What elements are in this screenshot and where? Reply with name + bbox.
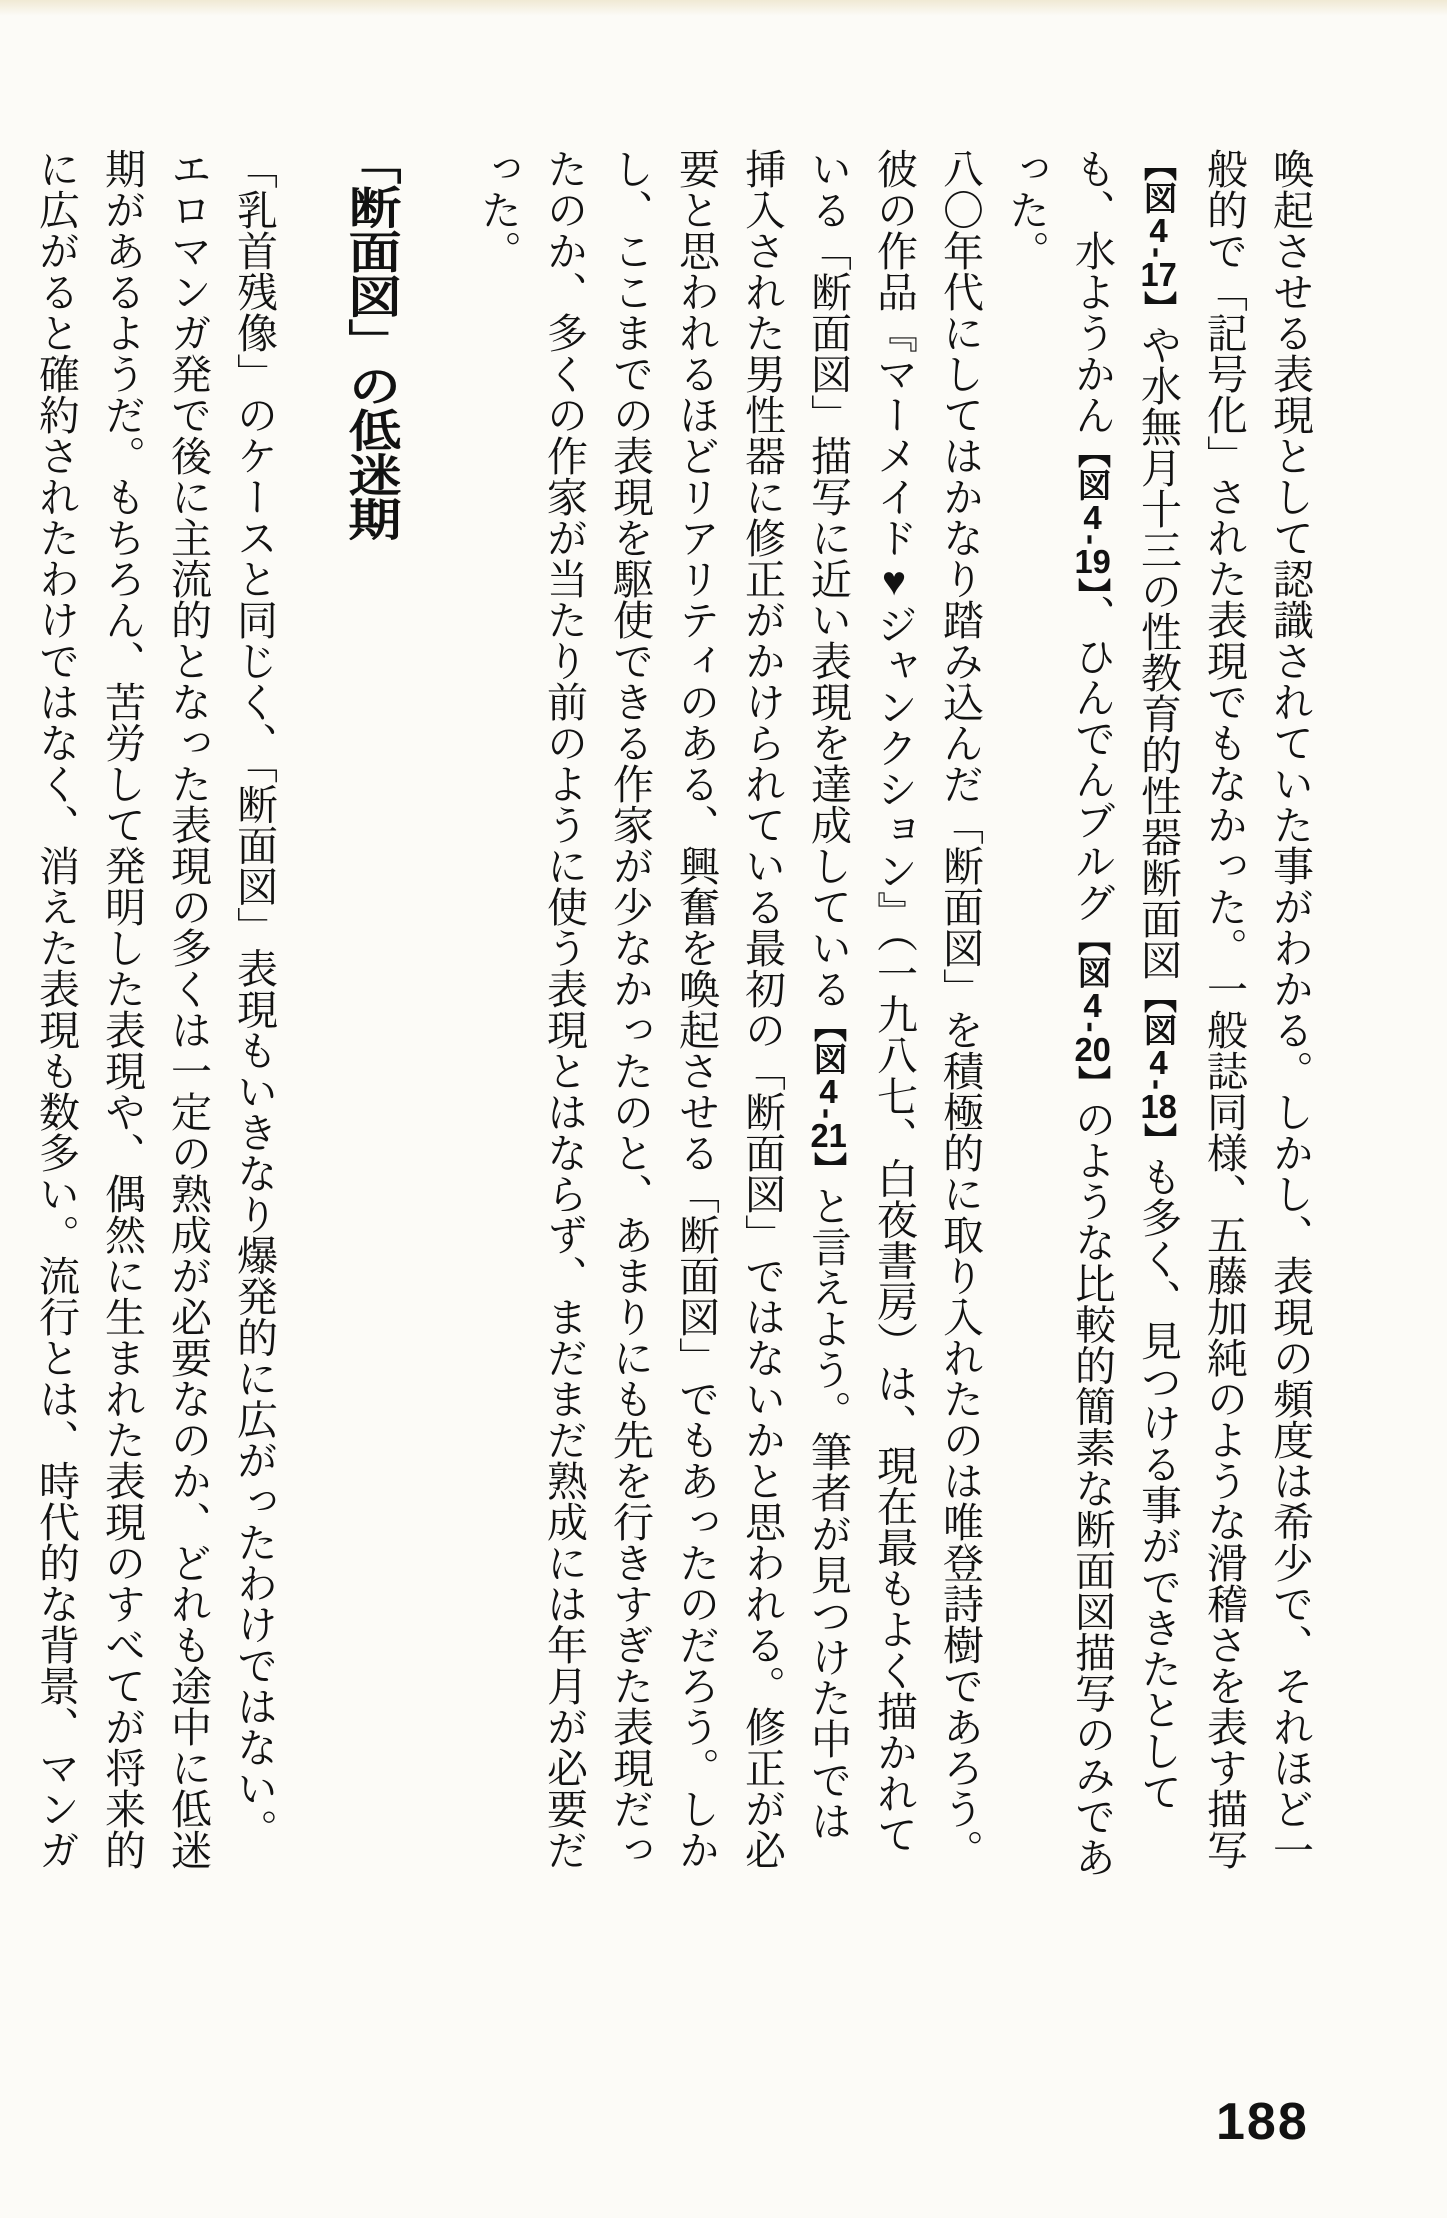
- body-paragraph: 八〇年代にしてはかなり踏み込んだ「断面図」を積極的に取り入れたのは唯登詩樹であろう。彼の作品『マーメイド♥ジャンクション』（一九八七、白夜書房）は、現在最もよく描かれている「断面図」描写に近い表現を達成している【図4-21】と言えよう。筆者が見つけた中では挿入された男性器に修正がかけられている最初の「断面図」ではないかと思われる。修正が必要と思われるほどリアリティのある、興奮を喚起させる「断面図」でもあったのだろう。しかし、ここまでの表現を駆使できる作家が少なかったのと、あまりにも先を行きすぎた表現だったのか、多くの作家が当たり前のように使う表現とはならず、まだまだ熟成には年月が必要だった。: [475, 148, 983, 1870]
- figure-reference: 【図4-17】: [1140, 148, 1177, 324]
- figure-reference: 【図4-20】: [1074, 922, 1111, 1099]
- body-paragraph: 喚起させる表現として認識されていた事がわかる。しかし、表現の頻度は希少で、それほど一般的で「記号化」された表現でもなかった。一般誌同様、五藤加純のような滑稽さを表す描写【図4-17】や水無月十三の性教育的性器断面図【図4-18】も多く、見つける事ができたとしても、水ようかん【図4-19】、ひんでんブルグ【図4-20】のような比較的簡素な断面図描写のみであった。: [1003, 148, 1313, 1878]
- figure-reference: 【図4-18】: [1140, 980, 1177, 1156]
- main-text: [23, 140, 1323, 1878]
- scan-edge-artifact: [0, 0, 1447, 16]
- figure-reference: 【図4-19】: [1074, 435, 1111, 595]
- page-number: 188: [1216, 2093, 1309, 2151]
- section-heading: 「断面図」の低迷期: [341, 140, 400, 541]
- body-paragraph: 「乳首残像」のケースと同じく、「断面図」表現もいきなり爆発的に広がったわけではない。エロマンガ発で後に主流的となった表現の多くは一定の熟成が必要なのか、どれも途中に低迷期があるようだ。もちろん、苦労して発明した表現や、偶然に生まれた表現のすべてが将来的に広がると確約されたわけではなく、消えた表現も数多い。流行とは、時代的な背景、マンガ: [33, 148, 277, 1870]
- figure-reference: 【図4-21】: [810, 1009, 847, 1185]
